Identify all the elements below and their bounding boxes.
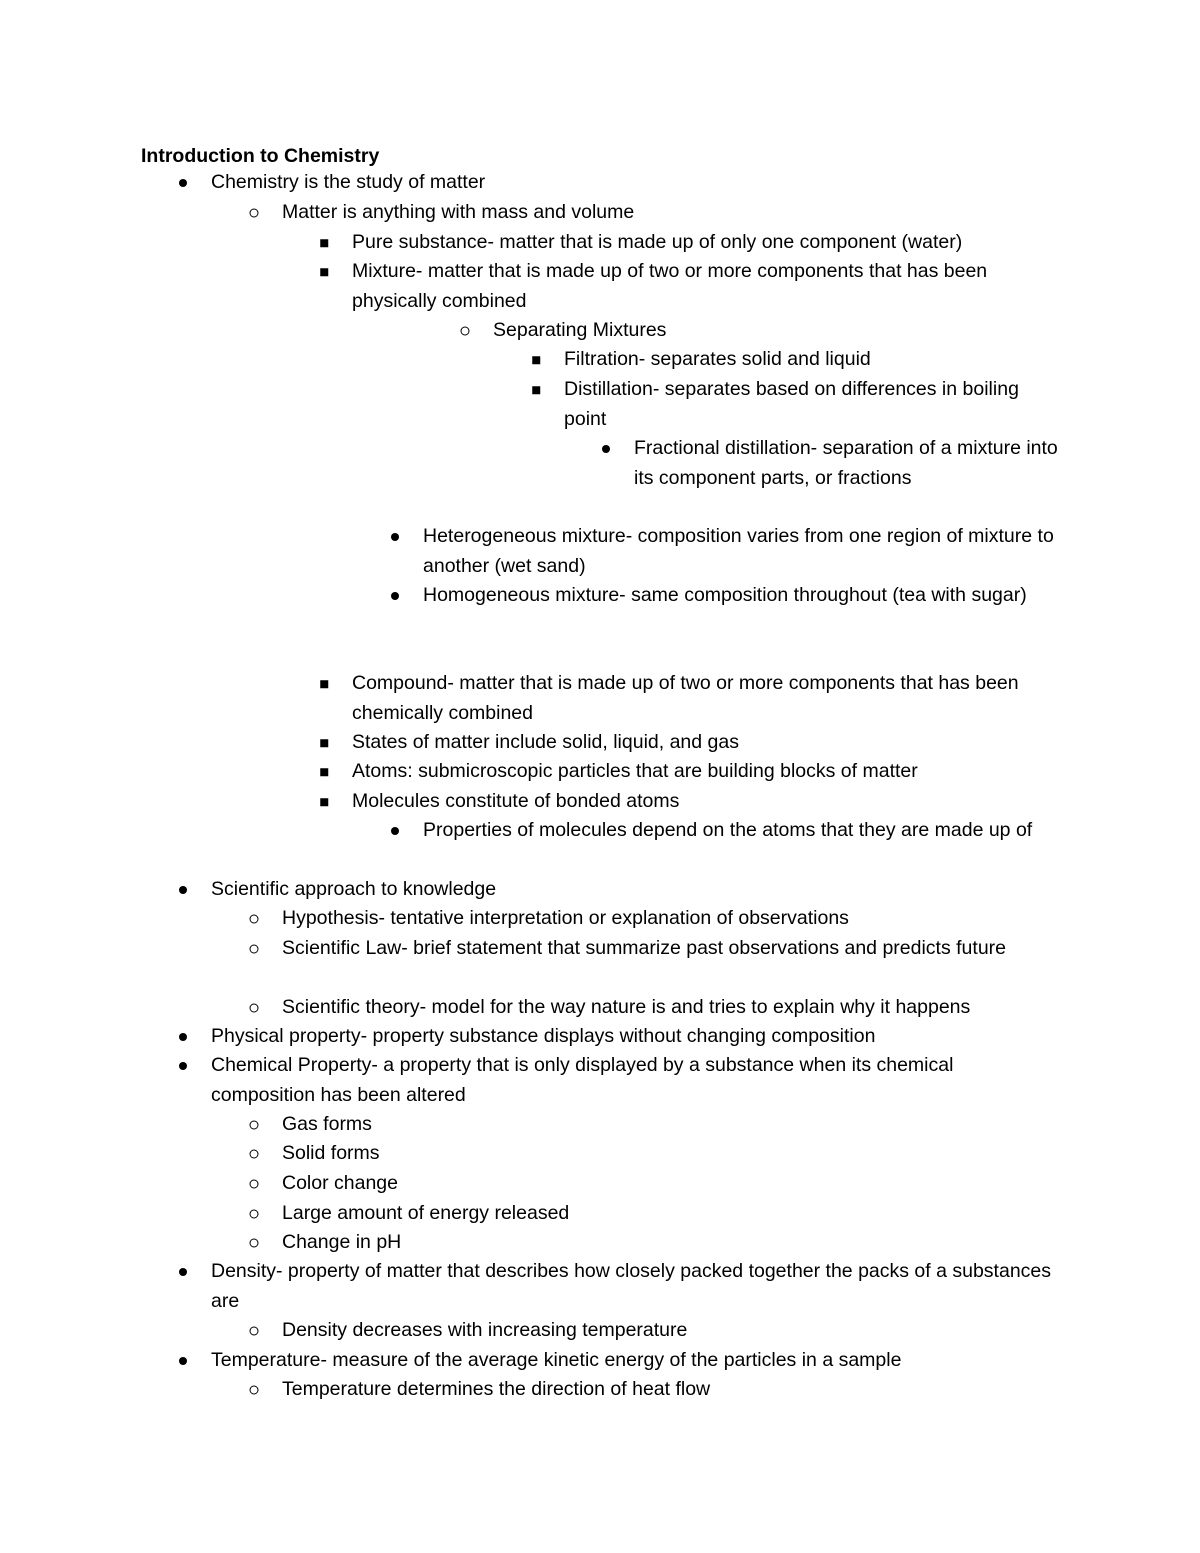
list-item-text: Hypothesis- tentative interpretation or explanation of observations	[282, 907, 849, 929]
list-item-text: Chemical Property- a property that is only displayed by a substance when its chemical composition has been altered	[211, 1054, 954, 1106]
bullet-disc-icon	[176, 1022, 190, 1052]
document-title: Introduction to Chemistry	[141, 145, 380, 167]
list-item-text: Scientific Law- brief statement that summarize past observations and predicts future	[282, 937, 1007, 959]
list-item-text: Compound- matter that is made up of two or more components that has been chemically combined	[352, 672, 1019, 724]
bullet-circle-icon	[247, 1139, 261, 1169]
bullet-square-icon	[317, 669, 331, 699]
bullet-circle-icon	[247, 1110, 261, 1140]
list-item-text: Temperature determines the direction of heat flow	[282, 1378, 711, 1400]
list-item-text: States of matter include solid, liquid, and gas	[352, 731, 739, 753]
bullet-square-icon	[317, 257, 331, 287]
bullet-disc-icon	[599, 434, 613, 464]
bullet-disc-icon	[388, 522, 402, 552]
bullet-circle-icon	[247, 1199, 261, 1229]
bullet-circle-icon	[247, 1228, 261, 1258]
list-item-text: Temperature- measure of the average kinetic energy of the particles in a sample	[211, 1349, 902, 1371]
list-item-text: Pure substance- matter that is made up of only one component (water)	[352, 231, 963, 253]
bullet-circle-icon	[247, 198, 261, 228]
bullet-square-icon	[317, 728, 331, 758]
list-item-text: Color change	[282, 1172, 398, 1194]
bullet-disc-icon	[176, 168, 190, 198]
list-item-text: Density decreases with increasing temperature	[282, 1319, 688, 1341]
bullet-disc-icon	[388, 816, 402, 846]
list-item-text: Homogeneous mixture- same composition throughout (tea with sugar)	[423, 584, 1027, 606]
bullet-square-icon	[317, 228, 331, 258]
list-item-text: Density- property of matter that describes how closely packed together the packs of a substances are	[211, 1260, 1052, 1312]
bullet-disc-icon	[176, 875, 190, 905]
bullet-circle-icon	[247, 993, 261, 1023]
bullet-circle-icon	[247, 1316, 261, 1346]
bullet-disc-icon	[176, 1257, 190, 1287]
list-item-text: Filtration- separates solid and liquid	[564, 348, 871, 370]
list-item-text: Scientific theory- model for the way nature is and tries to explain why it happens	[282, 996, 971, 1018]
list-item-text: Distillation- separates based on differences in boiling point	[564, 378, 1019, 430]
list-item-text: Properties of molecules depend on the atoms that they are made up of	[423, 819, 1033, 841]
list-item-text: Large amount of energy released	[282, 1202, 570, 1224]
list-item-text: Heterogeneous mixture- composition varies from one region of mixture to another (wet sand)	[423, 525, 1054, 577]
bullet-circle-icon	[458, 316, 472, 346]
list-item-text: Mixture- matter that is made up of two or more components that has been physically combined	[352, 260, 988, 312]
list-item-text: Separating Mixtures	[493, 319, 667, 341]
list-item-text: Fractional distillation- separation of a mixture into its component parts, or fractions	[634, 437, 1058, 489]
bullet-disc-icon	[388, 581, 402, 611]
bullet-circle-icon	[247, 1169, 261, 1199]
bullet-disc-icon	[176, 1346, 190, 1376]
bullet-disc-icon	[176, 1051, 190, 1081]
list-item-text: Molecules constitute of bonded atoms	[352, 790, 680, 812]
list-item-text: Change in pH	[282, 1231, 402, 1253]
bullet-square-icon	[529, 375, 543, 405]
bullet-square-icon	[529, 345, 543, 375]
list-item-text: Matter is anything with mass and volume	[282, 201, 635, 223]
list-item-text: Solid forms	[282, 1142, 380, 1164]
bullet-circle-icon	[247, 904, 261, 934]
bullet-circle-icon	[247, 934, 261, 964]
bullet-circle-icon	[247, 1375, 261, 1405]
list-item-text: Physical property- property substance displays without changing composition	[211, 1025, 876, 1047]
list-item-text: Gas forms	[282, 1113, 372, 1135]
list-item-text: Chemistry is the study of matter	[211, 171, 486, 193]
list-item-text: Scientific approach to knowledge	[211, 878, 497, 900]
list-item-text: Atoms: submicroscopic particles that are building blocks of matter	[352, 760, 918, 782]
bullet-square-icon	[317, 787, 331, 817]
bullet-square-icon	[317, 757, 331, 787]
